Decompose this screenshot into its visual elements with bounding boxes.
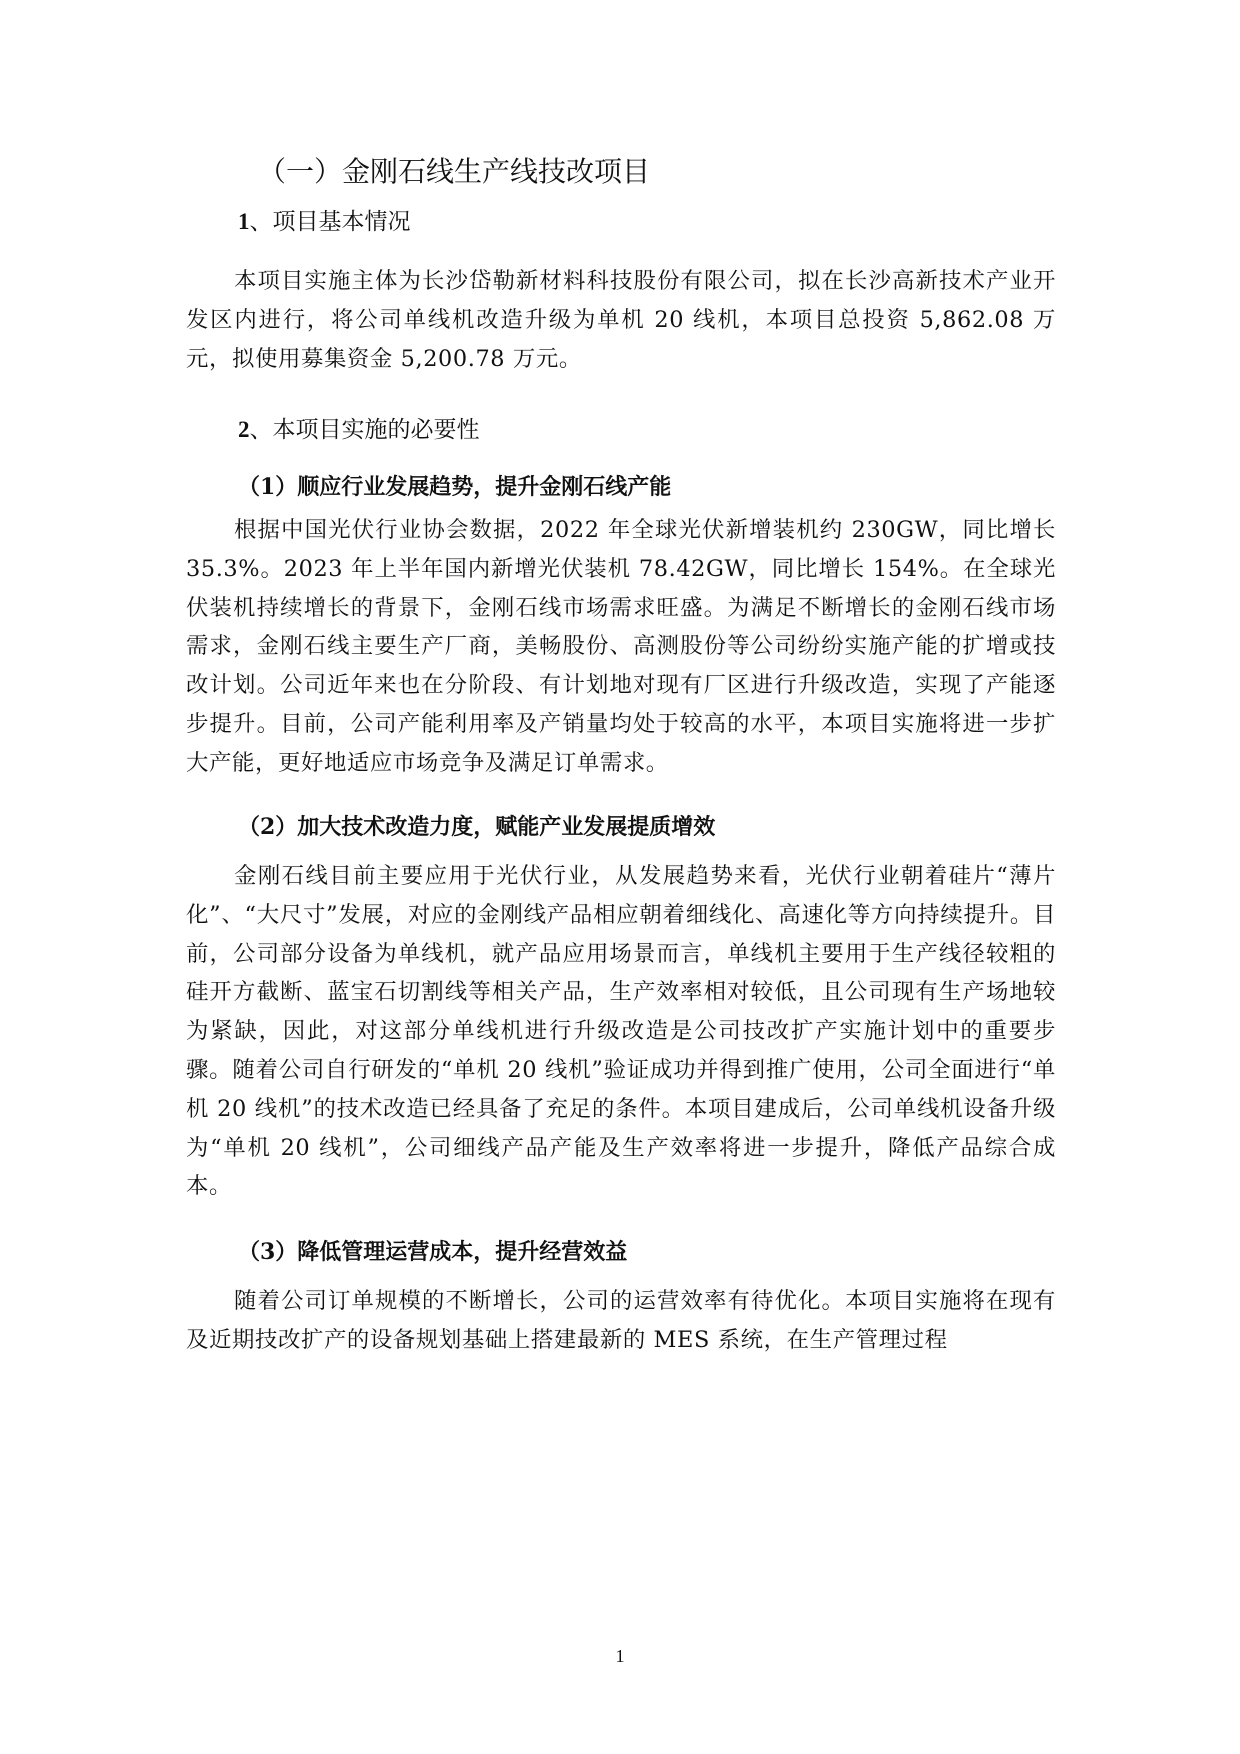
heading-basic-info <box>238 205 411 239</box>
paragraph-cost-reduction: 随着公司订单规模的不断增长，公司的运营效率有待优化。本项目实施将在现有及近期技改扩产的设备规划基础上搭建最新的 MES 系统，在生产管理过程 <box>186 1288 1056 1353</box>
subheading-tech-upgrade: （2）加大技术改造力度，赋能产业发展提质增效 <box>238 814 716 840</box>
paragraph-industry-trend: 根据中国光伏行业协会数据，2022 年全球光伏新增装机约 230GW，同比增长 35.3%。2023 年上半年国内新增光伏装机 78.42GW，同比增长 154%。在全球光伏装机持续增长的背景下，金刚石线市场需求旺盛。为满足不断增长的金刚石线市场需求，金刚石线主要生产厂商，美畅股份、高测股份等公司纷纷实施产能的扩增或技改计划。公司近年来也在分阶段、有计划地对现有厂区进行升级改造，实现了产能逐步提升。目前，公司产能利用率及产销量均处于较高的水平，本项目实施将进一步扩大产能，更好地适应市场竞争及满足订单需求。 <box>186 517 1056 776</box>
heading-text: 、本项目实施的必要性 <box>249 417 480 443</box>
heading-necessity <box>238 413 480 447</box>
page-number: 1 <box>615 1646 625 1666</box>
heading-number: 1 <box>238 209 250 234</box>
paragraph-basic-info: 本项目实施主体为长沙岱勒新材料科技股份有限公司，拟在长沙高新技术产业开发区内进行，将公司单线机改造升级为单机 20 线机，本项目总投资 5,862.08 万元，拟使用募集资金 5,200.78 万元。 <box>186 268 1056 372</box>
paragraph-tech-upgrade: 金刚石线目前主要应用于光伏行业，从发展趋势来看，光伏行业朝着硅片“薄片化”、“大尺寸”发展，对应的金刚线产品相应朝着细线化、高速化等方向持续提升。目前，公司部分设备为单线机，就产品应用场景而言，单线机主要用于生产线径较粗的硅开方截断、蓝宝石切割线等相关产品，生产效率相对较低，且公司现有生产场地较为紧缺，因此，对这部分单线机进行升级改造是公司技改扩产实施计划中的重要步骤。随着公司自行研发的“单机 20 线机”验证成功并得到推广使用，公司全面进行“单机 20 线机”的技术改造已经具备了充足的条件。本项目建成后，公司单线机设备升级为“单机 20 线机”，公司细线产品产能及生产效率将进一步提升，降低产品综合成本。 <box>186 863 1056 1200</box>
heading-number: 2 <box>238 417 250 442</box>
heading-text: 、项目基本情况 <box>249 209 411 235</box>
subheading-industry-trend: （1）顺应行业发展趋势，提升金刚石线产能 <box>238 474 672 500</box>
subheading-cost-reduction: （3）降低管理运营成本，提升经营效益 <box>238 1239 628 1265</box>
section-title: （一）金刚石线生产线技改项目 <box>258 155 651 188</box>
